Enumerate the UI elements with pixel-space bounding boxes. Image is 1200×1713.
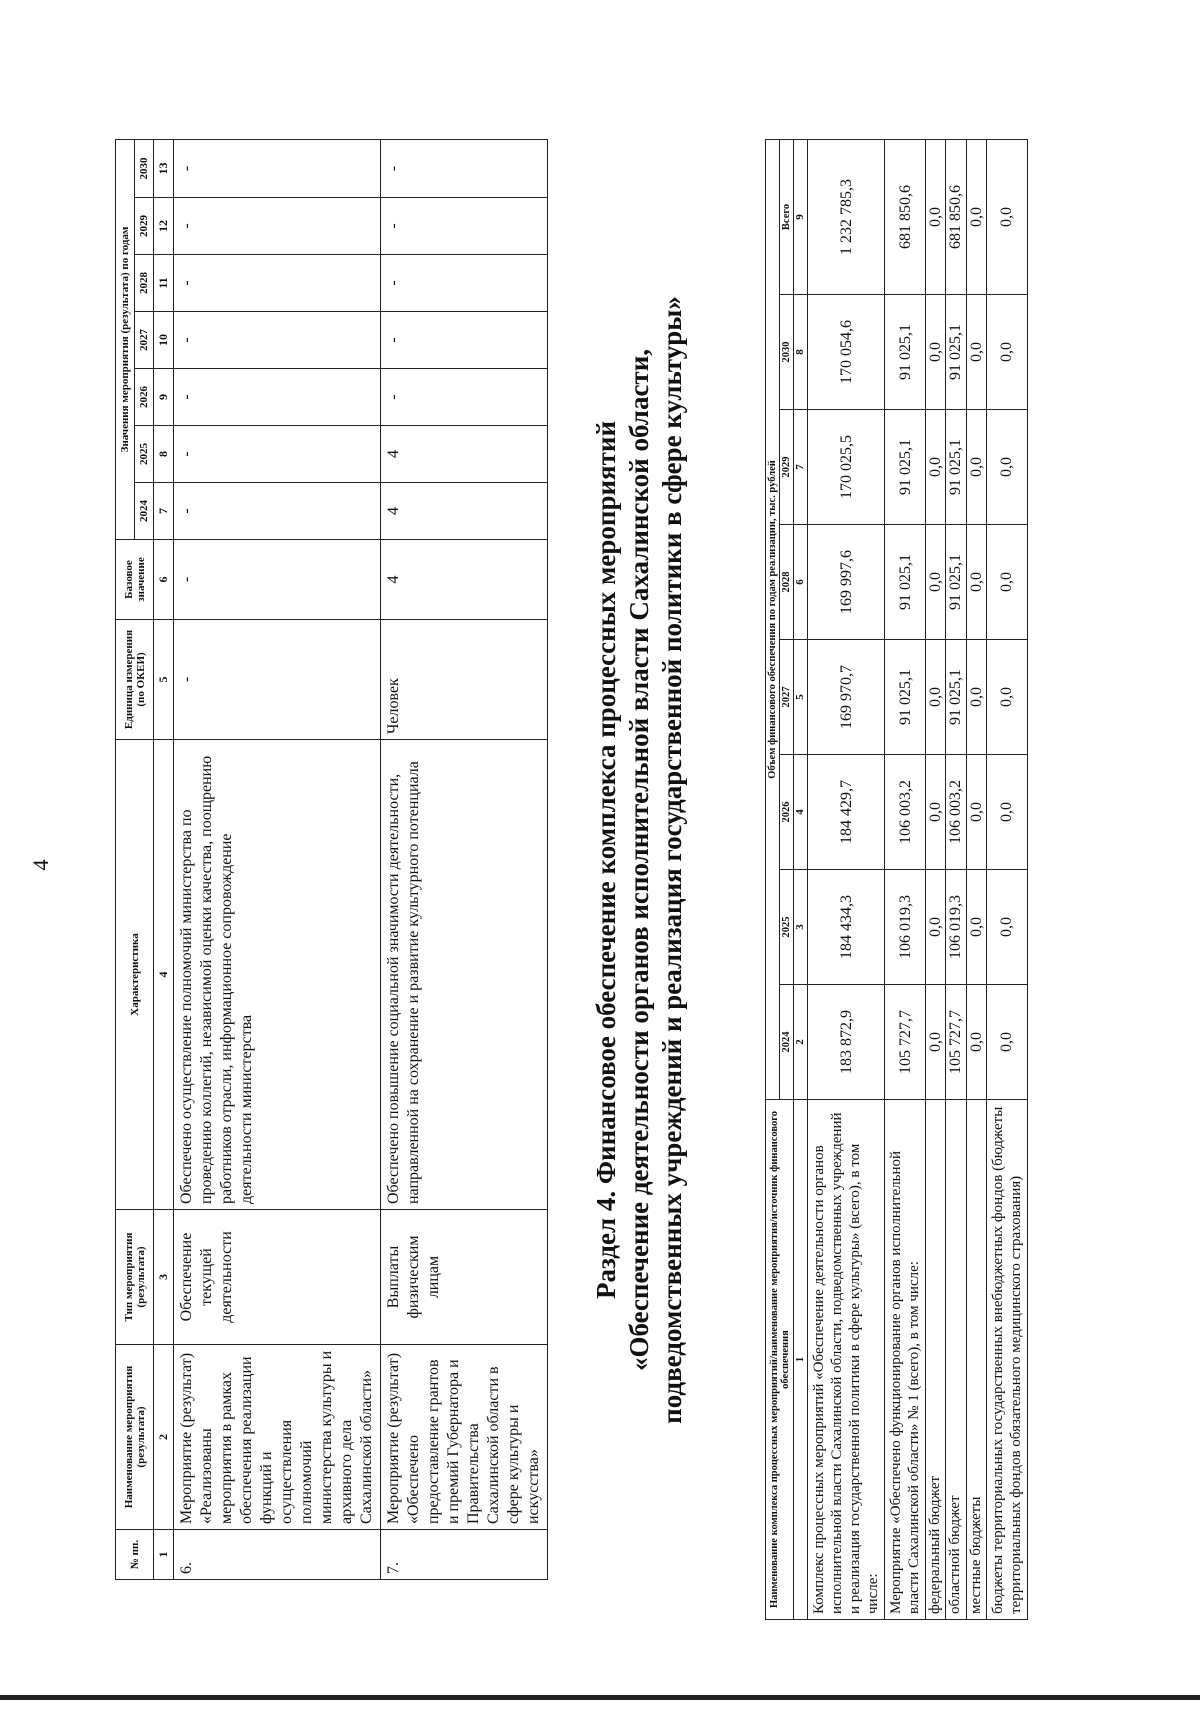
column-index: 10 [154,312,174,369]
financing-source-name: Комплекс процессных мероприятий «Обеспечение деятельности органов исполнительной власти Сахалинской области, подведомственных учреждений и реализация государственной политики в сфере культуры» (всего), в том числе: [808,1100,885,1620]
financing-source-name: бюджеты территориальных государственных внебюджетных фондов (бюджеты территориальных фондов обязательного медицинского страхования) [986,1100,1027,1620]
financing-value: 0,0 [926,295,946,410]
measure-unit: Человек [381,620,548,740]
financing-value: 0,0 [986,525,1027,640]
column-index: 11 [154,255,174,312]
financing-total: 1 232 785,3 [808,139,885,294]
financing-total: 0,0 [966,139,986,294]
financing-value: 0,0 [926,640,946,755]
financing-value: 91 025,1 [885,525,926,640]
financing-value: 0,0 [926,985,946,1100]
column-index: 8 [794,295,808,410]
measure-name: Мероприятие (результат) «Реализованы мероприятия в рамках обеспечения реализации функций и осуществления полномочий министерства культуры и архивного дела Сахалинской области» [174,1345,381,1530]
financing-value: 0,0 [926,755,946,870]
measure-value: - [174,369,381,426]
financing-value: 169 997,6 [808,525,885,640]
header-year: 2025 [135,426,154,483]
column-index: 2 [154,1345,174,1530]
table-row [174,139,381,1579]
financing-value: 0,0 [926,525,946,640]
financing-value: 105 727,7 [946,985,966,1100]
rotated-page [20,40,1140,1690]
header-year: 2030 [135,139,154,197]
table-row [381,139,548,1579]
financing-value: 91 025,1 [946,410,966,525]
column-index: 4 [154,740,174,1210]
measure-value: - [174,483,381,540]
header-year: 2025 [780,870,794,985]
header-year: 2028 [135,255,154,312]
measure-base-value: - [174,540,381,620]
column-index: 3 [794,870,808,985]
financing-value: 169 970,7 [808,640,885,755]
header-year: 2027 [135,312,154,369]
table-row [986,139,1027,1619]
header-name: Наименование мероприятия (результата) [116,1345,154,1530]
financing-value: 106 003,2 [946,755,966,870]
header-year: 2024 [780,985,794,1100]
header-characteristic: Характеристика [116,740,154,1210]
header-year: 2026 [135,369,154,426]
financing-total: 681 850,6 [885,139,926,294]
column-index-row [154,139,174,1579]
financing-value: 105 727,7 [885,985,926,1100]
row-number: 6. [174,1530,381,1580]
column-index: 9 [154,369,174,426]
section-title-line: подведомственных учреждений и реализация государственной политики в сфере культуры» [656,296,687,1424]
financing-table [765,139,1028,1620]
measure-unit: - [174,620,381,740]
financing-source-name: местные бюджеты [966,1100,986,1620]
header-type: Тип мероприятия (результата) [116,1210,154,1345]
column-index: 6 [154,540,174,620]
financing-value: 91 025,1 [885,410,926,525]
column-index: 4 [794,755,808,870]
financing-value: 0,0 [986,755,1027,870]
section-title-line: Раздел 4. Финансовое обеспечение комплекса процессных мероприятий [591,420,621,1300]
measure-value: 4 [381,483,548,540]
column-index: 6 [794,525,808,640]
financing-value: 91 025,1 [946,525,966,640]
measure-type: Обеспечение текущей деятельности [174,1210,381,1345]
measure-value: - [381,312,548,369]
financing-value: 0,0 [966,755,986,870]
column-index-row [794,139,808,1619]
financing-value: 183 872,9 [808,985,885,1100]
measure-type: Выплаты физическим лицам [381,1210,548,1345]
financing-value: 184 429,7 [808,755,885,870]
financing-value: 106 019,3 [946,870,966,985]
measure-value: - [381,255,548,312]
table-row [946,139,966,1619]
measure-base-value: 4 [381,540,548,620]
financing-value: 0,0 [986,870,1027,985]
measure-value: - [381,198,548,255]
financing-value: 170 054,6 [808,295,885,410]
financing-value: 0,0 [966,410,986,525]
column-index: 3 [154,1210,174,1345]
financing-source-name: Мероприятие «Обеспечено функционирование органов исполнительной власти Сахалинской области» № 1 (всего), в том числе: [885,1100,926,1620]
table-row [808,139,885,1619]
column-index: 13 [154,139,174,197]
measure-value: - [174,139,381,197]
financing-value: 0,0 [966,870,986,985]
financing-value: 170 025,5 [808,410,885,525]
header-base-value: Базовое значение [116,540,154,620]
header-year: 2029 [135,198,154,255]
measure-value: - [174,198,381,255]
financing-value: 91 025,1 [946,640,966,755]
section-title [590,130,689,1590]
financing-value: 0,0 [986,640,1027,755]
header-year: 2026 [780,755,794,870]
header-num: № пп. [116,1530,154,1580]
page-number: 4 [28,859,53,871]
financing-value: 106 019,3 [885,870,926,985]
financing-value: 0,0 [966,525,986,640]
measures-table [115,139,548,1580]
financing-value: 106 003,2 [885,755,926,870]
column-index: 8 [154,426,174,483]
measure-value: 4 [381,426,548,483]
measure-value: - [174,255,381,312]
table-row [926,139,946,1619]
column-index: 1 [154,1530,174,1580]
measure-name: Мероприятие (результат) «Обеспечено предоставление грантов и премий Губернатора и Правительства Сахалинской области в сфере культуры и искусства» [381,1345,548,1530]
scan-edge-line [0,1695,1200,1700]
measure-value: - [174,312,381,369]
measure-value: - [381,369,548,426]
column-index: 9 [794,139,808,294]
header-year: 2030 [780,295,794,410]
financing-total: 0,0 [986,139,1027,294]
measure-characteristic: Обеспечено осуществление полномочий министерства по проведению коллегий, независимой оценки качества, поощрению работников отрасли, информационное сопровождение деятельности министерства [174,740,381,1210]
header-year: 2027 [780,640,794,755]
financing-value: 91 025,1 [885,640,926,755]
financing-value: 0,0 [926,410,946,525]
financing-total: 0,0 [926,139,946,294]
column-index: 7 [794,410,808,525]
financing-value: 0,0 [966,985,986,1100]
financing-value: 91 025,1 [946,295,966,410]
header-year: 2024 [135,483,154,540]
row-number: 7. [381,1530,548,1580]
financing-source-name: областной бюджет [946,1100,966,1620]
financing-value: 0,0 [986,410,1027,525]
financing-value: 0,0 [986,295,1027,410]
table-row [885,139,926,1619]
financing-total: 681 850,6 [946,139,966,294]
header-values-by-year: Значения мероприятия (результата) по годам [116,139,135,539]
column-index: 5 [154,620,174,740]
column-index: 5 [794,640,808,755]
table-row [966,139,986,1619]
financing-value: 0,0 [966,295,986,410]
measure-characteristic: Обеспечено повышение социальной значимости деятельности, направленной на сохранение и развитие культурного потенциала [381,740,548,1210]
column-index: 2 [794,985,808,1100]
header-year: 2028 [780,525,794,640]
column-index: 1 [794,1100,808,1620]
header-unit: Единица измерения (по ОКЕИ) [116,620,154,740]
column-index: 12 [154,198,174,255]
column-index: 7 [154,483,174,540]
financing-source-name: федеральный бюджет [926,1100,946,1620]
financing-value: 91 025,1 [885,295,926,410]
measure-value: - [174,426,381,483]
header-financing-group: Объем финансового обеспечения по годам реализации, тыс. рублей [766,139,780,1099]
financing-value: 0,0 [966,640,986,755]
header-year: 2029 [780,410,794,525]
financing-value: 184 434,3 [808,870,885,985]
section-title-line: «Обеспечение деятельности органов исполнительной власти Сахалинской области, [623,348,654,1372]
financing-value: 0,0 [986,985,1027,1100]
header-name: Наименование комплекса процессных мероприятий/наименование мероприятия/источник финансового обеспечения [766,1100,794,1620]
header-total: Всего [780,139,794,294]
measure-value: - [381,139,548,197]
financing-value: 0,0 [926,870,946,985]
